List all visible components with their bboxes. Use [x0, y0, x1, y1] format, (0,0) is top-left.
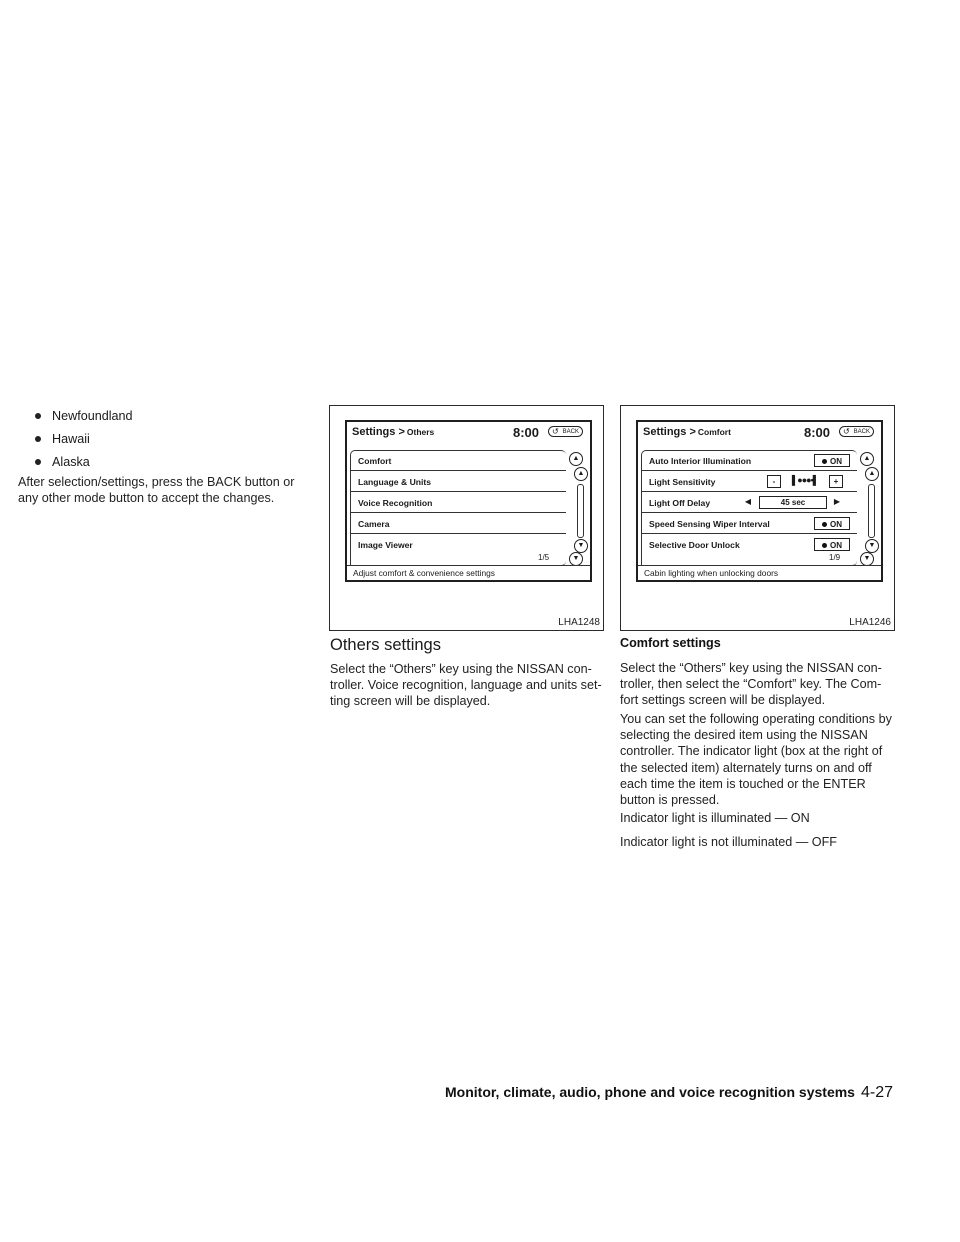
menu-item-speed-sensing-wiper-interval: Speed Sensing Wiper Interval ON: [642, 514, 857, 534]
settings-menu: [350, 450, 566, 566]
screen-title: Settings > Others: [352, 426, 435, 438]
return-arrow-icon: ↺: [552, 427, 559, 436]
back-button: ↺ BACK: [839, 426, 874, 437]
region-bullet-list: [18, 404, 314, 473]
figure-code: LHA1246: [849, 617, 891, 628]
list-item: Newfoundland: [18, 404, 314, 427]
menu-item-language-units: Language & Units: [351, 472, 566, 492]
others-settings-heading: Others settings: [330, 636, 441, 654]
scroll-bottom-icon: ▼: [569, 552, 583, 566]
bullet-icon: [35, 413, 41, 419]
back-button-instruction: After selection/settings, press the BACK button or any other mode button to accept the changes.: [18, 475, 295, 506]
screen-footer: Adjust comfort & convenience settings: [347, 565, 590, 580]
bullet-icon: [35, 436, 41, 442]
screen-subtitle: Comfort: [697, 427, 731, 437]
indicator-on-box: ON: [814, 454, 850, 467]
section-title: Monitor, climate, audio, phone and voice recognition systems: [445, 1084, 855, 1100]
sensitivity-level-slider: ▌●●●•▌: [791, 475, 819, 485]
return-arrow-icon: ↺: [843, 427, 850, 436]
back-button: ↺ BACK: [548, 426, 583, 437]
page-number: 4-27: [860, 1084, 893, 1101]
screen-subtitle: Others: [406, 427, 435, 437]
menu-item-light-off-delay: Light Off Delay ◀ 45 sec ▶: [642, 493, 857, 513]
settings-menu: [641, 450, 857, 566]
comfort-settings-heading: Comfort settings: [620, 636, 721, 650]
figure-comfort-screen: [620, 405, 895, 631]
scroll-top-icon: ▲: [860, 452, 874, 466]
menu-item-image-viewer: Image Viewer: [358, 540, 413, 550]
menu-item-camera: Camera: [351, 514, 566, 534]
indicator-on-box: ON: [814, 538, 850, 551]
screen-title: Settings > Comfort: [643, 426, 731, 438]
indicator-on-box: ON: [814, 517, 850, 530]
display-screen: [636, 420, 883, 582]
menu-item-selective-door-unlock: Selective Door Unlock ON: [642, 535, 857, 555]
clock: 8:00: [804, 425, 831, 440]
indicator-light-icon: [822, 543, 827, 548]
slider-minus: -: [767, 475, 781, 488]
list-item: Hawaii: [18, 427, 314, 450]
figure-others-screen: [329, 405, 604, 631]
indicator-on-note: Indicator light is illuminated — ON: [620, 811, 810, 825]
menu-item-voice-recognition: Voice Recognition: [351, 493, 566, 513]
screen-header: [347, 422, 590, 446]
delay-value: 45 sec: [759, 496, 827, 509]
indicator-off-note: Indicator light is not illuminated — OFF: [620, 835, 837, 849]
comfort-settings-para1: Select the “Others” key using the NISSAN con- troller, then select the “Comfort” key. The Com- fort settings screen will be displayed.: [620, 661, 882, 708]
menu-item-comfort: Comfort: [351, 451, 566, 471]
page-indicator: 1/5: [538, 553, 550, 562]
screen-footer: Cabin lighting when unlocking doors: [638, 565, 881, 580]
display-screen: [345, 420, 592, 582]
indicator-light-icon: [822, 522, 827, 527]
bullet-icon: [35, 459, 41, 465]
list-item: Alaska: [18, 450, 314, 473]
scroll-down-icon: ▼: [865, 539, 879, 553]
page-footer: [430, 1084, 893, 1102]
menu-item-light-sensitivity: Light Sensitivity - ▌●●●•▌ +: [642, 472, 857, 492]
clock: 8:00: [513, 425, 540, 440]
scroll-up-icon: ▲: [865, 467, 879, 481]
scroll-down-icon: ▼: [574, 539, 588, 553]
scrollbar: [868, 484, 875, 538]
scroll-up-icon: ▲: [574, 467, 588, 481]
menu-item-auto-interior-illumination: Auto Interior Illumination ON: [642, 451, 857, 471]
indicator-light-icon: [822, 459, 827, 464]
scrollbar: [577, 484, 584, 538]
screen-header: [638, 422, 881, 446]
scroll-top-icon: ▲: [569, 452, 583, 466]
scroll-bottom-icon: ▼: [860, 552, 874, 566]
slider-plus: +: [829, 475, 843, 488]
figure-code: LHA1248: [558, 617, 600, 628]
others-settings-body: Select the “Others” key using the NISSAN con- troller. Voice recognition, language and units set- ting screen will be displayed.: [330, 662, 602, 709]
comfort-settings-para2: You can set the following operating conditions by selecting the desired item using the NISSAN controller. The indicator light (box at the right of the selected item) alternately turns on and off each time the item is touched or the ENTER button is pressed.: [620, 712, 892, 808]
page-indicator: 1/9: [829, 553, 841, 562]
increase-arrow-icon: ▶: [833, 497, 841, 506]
decrease-arrow-icon: ◀: [744, 497, 752, 506]
